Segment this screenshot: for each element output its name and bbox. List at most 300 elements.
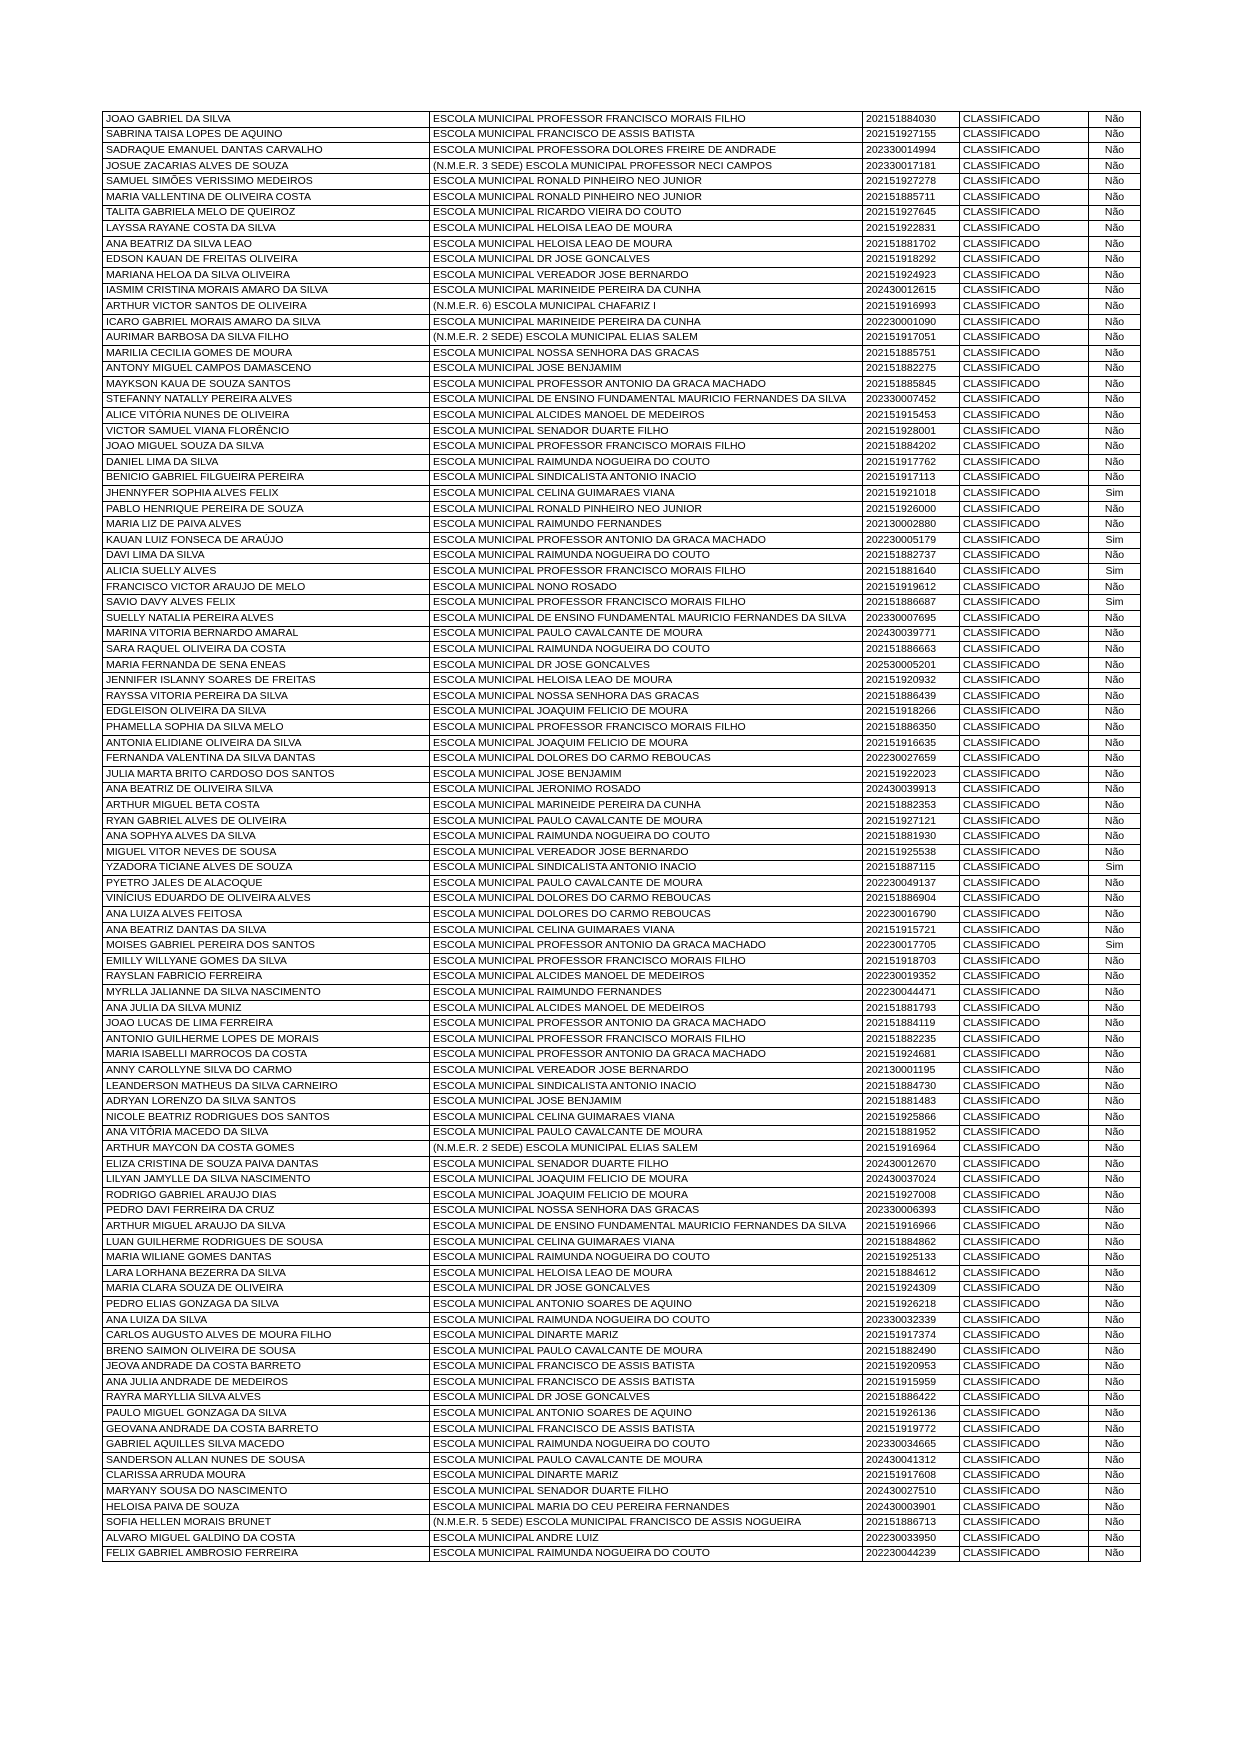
status: CLASSIFICADO: [960, 345, 1089, 361]
table-row: [103, 174, 1141, 190]
status: CLASSIFICADO: [960, 969, 1089, 985]
quota-flag: Não: [1089, 1000, 1141, 1016]
quota-flag: Não: [1089, 377, 1141, 393]
school-name: ESCOLA MUNICIPAL RICARDO VIEIRA DO COUTO: [430, 205, 863, 221]
table-row: [103, 361, 1141, 377]
student-name: ADRYAN LORENZO DA SILVA SANTOS: [103, 1094, 430, 1110]
quota-flag: Não: [1089, 1187, 1141, 1203]
school-name: ESCOLA MUNICIPAL ALCIDES MANOEL DE MEDEIROS: [430, 408, 863, 424]
registration-number: 202151925133: [863, 1250, 960, 1266]
quota-flag: Não: [1089, 626, 1141, 642]
quota-flag: Não: [1089, 1141, 1141, 1157]
student-name: RODRIGO GABRIEL ARAUJO DIAS: [103, 1187, 430, 1203]
school-name: ESCOLA MUNICIPAL DE ENSINO FUNDAMENTAL MAURICIO FERNANDES DA SILVA: [430, 1219, 863, 1235]
registration-number: 202151881930: [863, 829, 960, 845]
school-name: ESCOLA MUNICIPAL RAIMUNDA NOGUEIRA DO COUTO: [430, 1546, 863, 1562]
quota-flag: Não: [1089, 1110, 1141, 1126]
quota-flag: Não: [1089, 1047, 1141, 1063]
quota-flag: Não: [1089, 922, 1141, 938]
table-row: [103, 829, 1141, 845]
registration-number: 202151886422: [863, 1390, 960, 1406]
student-name: MARIANA HELOA DA SILVA OLIVEIRA: [103, 267, 430, 283]
school-name: ESCOLA MUNICIPAL PROFESSORA DOLORES FREIRE DE ANDRADE: [430, 143, 863, 159]
quota-flag: Não: [1089, 798, 1141, 814]
status: CLASSIFICADO: [960, 938, 1089, 954]
student-name: SOFIA HELLEN MORAIS BRUNET: [103, 1515, 430, 1531]
status: CLASSIFICADO: [960, 1328, 1089, 1344]
status: CLASSIFICADO: [960, 688, 1089, 704]
table-row: [103, 221, 1141, 237]
registration-number: 202151916964: [863, 1141, 960, 1157]
student-name: ANA BEATRIZ DANTAS DA SILVA: [103, 922, 430, 938]
table-row: [103, 1219, 1141, 1235]
school-name: ESCOLA MUNICIPAL PAULO CAVALCANTE DE MOURA: [430, 626, 863, 642]
student-name: MARIA LIZ DE PAIVA ALVES: [103, 517, 430, 533]
table-row: [103, 1250, 1141, 1266]
quota-flag: Não: [1089, 704, 1141, 720]
quota-flag: Não: [1089, 236, 1141, 252]
quota-flag: Não: [1089, 1032, 1141, 1048]
quota-flag: Sim: [1089, 938, 1141, 954]
quota-flag: Não: [1089, 174, 1141, 190]
status: CLASSIFICADO: [960, 720, 1089, 736]
student-name: RYAN GABRIEL ALVES DE OLIVEIRA: [103, 813, 430, 829]
registration-number: 202430039771: [863, 626, 960, 642]
registration-number: 202151915453: [863, 408, 960, 424]
quota-flag: Não: [1089, 299, 1141, 315]
school-name: ESCOLA MUNICIPAL ALCIDES MANOEL DE MEDEIROS: [430, 969, 863, 985]
table-row: [103, 985, 1141, 1001]
school-name: ESCOLA MUNICIPAL MARINEIDE PEREIRA DA CUNHA: [430, 798, 863, 814]
registration-number: 202151928001: [863, 423, 960, 439]
table-row: [103, 1110, 1141, 1126]
school-name: ESCOLA MUNICIPAL DINARTE MARIZ: [430, 1468, 863, 1484]
table-row: [103, 1047, 1141, 1063]
quota-flag: Não: [1089, 1297, 1141, 1313]
student-name: ICARO GABRIEL MORAIS AMARO DA SILVA: [103, 314, 430, 330]
registration-number: 202330007695: [863, 611, 960, 627]
quota-flag: Não: [1089, 985, 1141, 1001]
student-name: MARILIA CECILIA GOMES DE MOURA: [103, 345, 430, 361]
school-name: ESCOLA MUNICIPAL RAIMUNDO FERNANDES: [430, 517, 863, 533]
school-name: (N.M.E.R. 2 SEDE) ESCOLA MUNICIPAL ELIAS SALEM: [430, 330, 863, 346]
student-name: LEANDERSON MATHEUS DA SILVA CARNEIRO: [103, 1078, 430, 1094]
student-name: ANTONY MIGUEL CAMPOS DAMASCENO: [103, 361, 430, 377]
registration-number: 202151882353: [863, 798, 960, 814]
table-row: [103, 891, 1141, 907]
table-row: [103, 127, 1141, 143]
school-name: ESCOLA MUNICIPAL RAIMUNDA NOGUEIRA DO COUTO: [430, 1250, 863, 1266]
status: CLASSIFICADO: [960, 1265, 1089, 1281]
student-name: IASMIM CRISTINA MORAIS AMARO DA SILVA: [103, 283, 430, 299]
student-name: ARTHUR MAYCON DA COSTA GOMES: [103, 1141, 430, 1157]
status: CLASSIFICADO: [960, 252, 1089, 268]
status: CLASSIFICADO: [960, 579, 1089, 595]
table-row: [103, 330, 1141, 346]
school-name: ESCOLA MUNICIPAL SENADOR DUARTE FILHO: [430, 1484, 863, 1500]
table-row: [103, 938, 1141, 954]
table-row: [103, 876, 1141, 892]
school-name: ESCOLA MUNICIPAL ANTONIO SOARES DE AQUINO: [430, 1297, 863, 1313]
status: CLASSIFICADO: [960, 1172, 1089, 1188]
school-name: ESCOLA MUNICIPAL CELINA GUIMARAES VIANA: [430, 922, 863, 938]
student-name: MARIA CLARA SOUZA DE OLIVEIRA: [103, 1281, 430, 1297]
status: CLASSIFICADO: [960, 1312, 1089, 1328]
registration-number: 202151884862: [863, 1234, 960, 1250]
table-row: [103, 1546, 1141, 1562]
student-name: MARINA VITORIA BERNARDO AMARAL: [103, 626, 430, 642]
school-name: ESCOLA MUNICIPAL JOAQUIM FELICIO DE MOURA: [430, 1172, 863, 1188]
school-name: ESCOLA MUNICIPAL CELINA GUIMARAES VIANA: [430, 1234, 863, 1250]
registration-number: 202230019352: [863, 969, 960, 985]
status: CLASSIFICADO: [960, 766, 1089, 782]
school-name: ESCOLA MUNICIPAL RAIMUNDA NOGUEIRA DO COUTO: [430, 1437, 863, 1453]
status: CLASSIFICADO: [960, 1297, 1089, 1313]
table-row: [103, 112, 1141, 128]
school-name: ESCOLA MUNICIPAL DE ENSINO FUNDAMENTAL MAURICIO FERNANDES DA SILVA: [430, 392, 863, 408]
school-name: ESCOLA MUNICIPAL CELINA GUIMARAES VIANA: [430, 486, 863, 502]
school-name: ESCOLA MUNICIPAL RAIMUNDA NOGUEIRA DO COUTO: [430, 548, 863, 564]
quota-flag: Não: [1089, 408, 1141, 424]
table-row: [103, 1343, 1141, 1359]
table-row: [103, 267, 1141, 283]
school-name: ESCOLA MUNICIPAL ANDRE LUIZ: [430, 1531, 863, 1547]
school-name: ESCOLA MUNICIPAL PAULO CAVALCANTE DE MOURA: [430, 813, 863, 829]
student-name: MAYKSON KAUA DE SOUZA SANTOS: [103, 377, 430, 393]
status: CLASSIFICADO: [960, 1000, 1089, 1016]
quota-flag: Não: [1089, 1312, 1141, 1328]
table-row: [103, 954, 1141, 970]
student-name: JOSUE ZACARIAS ALVES DE SOUZA: [103, 158, 430, 174]
student-name: SAMUEL SIMÕES VERISSIMO MEDEIROS: [103, 174, 430, 190]
status: CLASSIFICADO: [960, 408, 1089, 424]
status: CLASSIFICADO: [960, 735, 1089, 751]
table-row: [103, 1421, 1141, 1437]
registration-number: 202151881952: [863, 1125, 960, 1141]
student-name: ARTHUR MIGUEL BETA COSTA: [103, 798, 430, 814]
table-row: [103, 844, 1141, 860]
registration-number: 202230001090: [863, 314, 960, 330]
status: CLASSIFICADO: [960, 1063, 1089, 1079]
quota-flag: Não: [1089, 954, 1141, 970]
status: CLASSIFICADO: [960, 533, 1089, 549]
student-name: PAULO MIGUEL GONZAGA DA SILVA: [103, 1406, 430, 1422]
registration-number: 202151924681: [863, 1047, 960, 1063]
quota-flag: Não: [1089, 720, 1141, 736]
status: CLASSIFICADO: [960, 1047, 1089, 1063]
school-name: ESCOLA MUNICIPAL PROFESSOR FRANCISCO MORAIS FILHO: [430, 1032, 863, 1048]
table-row: [103, 1515, 1141, 1531]
school-name: ESCOLA MUNICIPAL JOSE BENJAMIM: [430, 361, 863, 377]
school-name: ESCOLA MUNICIPAL DR JOSE GONCALVES: [430, 657, 863, 673]
student-name: EDGLEISON OLIVEIRA DA SILVA: [103, 704, 430, 720]
student-name: ANA JULIA ANDRADE DE MEDEIROS: [103, 1375, 430, 1391]
student-name: VINÍCIUS EDUARDO DE OLIVEIRA ALVES: [103, 891, 430, 907]
registration-number: 202230017705: [863, 938, 960, 954]
school-name: ESCOLA MUNICIPAL DOLORES DO CARMO REBOUCAS: [430, 907, 863, 923]
quota-flag: Sim: [1089, 486, 1141, 502]
school-name: ESCOLA MUNICIPAL PROFESSOR FRANCISCO MORAIS FILHO: [430, 595, 863, 611]
quota-flag: Não: [1089, 1406, 1141, 1422]
status: CLASSIFICADO: [960, 985, 1089, 1001]
status: CLASSIFICADO: [960, 127, 1089, 143]
school-name: ESCOLA MUNICIPAL DR JOSE GONCALVES: [430, 1390, 863, 1406]
registration-number: 202151915721: [863, 922, 960, 938]
table-row: [103, 1328, 1141, 1344]
school-name: ESCOLA MUNICIPAL PAULO CAVALCANTE DE MOURA: [430, 1125, 863, 1141]
quota-flag: Não: [1089, 1234, 1141, 1250]
table-row: [103, 377, 1141, 393]
quota-flag: Não: [1089, 205, 1141, 221]
quota-flag: Não: [1089, 455, 1141, 471]
school-name: ESCOLA MUNICIPAL RAIMUNDA NOGUEIRA DO COUTO: [430, 642, 863, 658]
school-name: ESCOLA MUNICIPAL PROFESSOR ANTONIO DA GRACA MACHADO: [430, 1016, 863, 1032]
registration-number: 202330014994: [863, 143, 960, 159]
quota-flag: Não: [1089, 829, 1141, 845]
registration-number: 202151916966: [863, 1219, 960, 1235]
status: CLASSIFICADO: [960, 798, 1089, 814]
student-name: MARIA FERNANDA DE SENA ENEAS: [103, 657, 430, 673]
status: CLASSIFICADO: [960, 1156, 1089, 1172]
registration-number: 202330032339: [863, 1312, 960, 1328]
table-row: [103, 688, 1141, 704]
registration-number: 202151881702: [863, 236, 960, 252]
table-row: [103, 299, 1141, 315]
school-name: ESCOLA MUNICIPAL PAULO CAVALCANTE DE MOURA: [430, 876, 863, 892]
registration-number: 202151926218: [863, 1297, 960, 1313]
results-table: [102, 111, 1141, 1562]
registration-number: 202151922023: [863, 766, 960, 782]
quota-flag: Não: [1089, 1453, 1141, 1469]
student-name: SUELLY NATALIA PEREIRA ALVES: [103, 611, 430, 627]
table-row: [103, 579, 1141, 595]
student-name: PEDRO ELIAS GONZAGA DA SILVA: [103, 1297, 430, 1313]
quota-flag: Não: [1089, 252, 1141, 268]
school-name: ESCOLA MUNICIPAL FRANCISCO DE ASSIS BATISTA: [430, 1359, 863, 1375]
registration-number: 202151881793: [863, 1000, 960, 1016]
status: CLASSIFICADO: [960, 922, 1089, 938]
student-name: AURIMAR BARBOSA DA SILVA FILHO: [103, 330, 430, 346]
status: CLASSIFICADO: [960, 876, 1089, 892]
student-name: ARTHUR VICTOR SANTOS DE OLIVEIRA: [103, 299, 430, 315]
status: CLASSIFICADO: [960, 1281, 1089, 1297]
registration-number: 202430039913: [863, 782, 960, 798]
quota-flag: Não: [1089, 1546, 1141, 1562]
student-name: MIGUEL VITOR NEVES DE SOUSA: [103, 844, 430, 860]
table-row: [103, 1359, 1141, 1375]
school-name: ESCOLA MUNICIPAL NOSSA SENHORA DAS GRACAS: [430, 688, 863, 704]
table-row: [103, 252, 1141, 268]
school-name: ESCOLA MUNICIPAL VEREADOR JOSE BERNARDO: [430, 267, 863, 283]
quota-flag: Não: [1089, 735, 1141, 751]
registration-number: 202151925866: [863, 1110, 960, 1126]
student-name: NICOLE BEATRIZ RODRIGUES DOS SANTOS: [103, 1110, 430, 1126]
table-row: [103, 1297, 1141, 1313]
registration-number: 202151916635: [863, 735, 960, 751]
school-name: ESCOLA MUNICIPAL RONALD PINHEIRO NEO JUNIOR: [430, 174, 863, 190]
status: CLASSIFICADO: [960, 1359, 1089, 1375]
quota-flag: Não: [1089, 1499, 1141, 1515]
student-name: ALICE VITÓRIA NUNES DE OLIVEIRA: [103, 408, 430, 424]
quota-flag: Não: [1089, 158, 1141, 174]
registration-number: 202151885751: [863, 345, 960, 361]
status: CLASSIFICADO: [960, 1343, 1089, 1359]
registration-number: 202151927121: [863, 813, 960, 829]
school-name: ESCOLA MUNICIPAL HELOISA LEAO DE MOURA: [430, 236, 863, 252]
status: CLASSIFICADO: [960, 860, 1089, 876]
registration-number: 202430012615: [863, 283, 960, 299]
quota-flag: Não: [1089, 813, 1141, 829]
quota-flag: Não: [1089, 127, 1141, 143]
school-name: ESCOLA MUNICIPAL PROFESSOR FRANCISCO MORAIS FILHO: [430, 564, 863, 580]
table-row: [103, 236, 1141, 252]
status: CLASSIFICADO: [960, 299, 1089, 315]
registration-number: 202330034665: [863, 1437, 960, 1453]
student-name: ANTONIA ELIDIANE OLIVEIRA DA SILVA: [103, 735, 430, 751]
table-row: [103, 486, 1141, 502]
table-row: [103, 1203, 1141, 1219]
registration-number: 202151918292: [863, 252, 960, 268]
table-row: [103, 158, 1141, 174]
student-name: BENICIO GABRIEL FILGUEIRA PEREIRA: [103, 470, 430, 486]
student-name: VICTOR SAMUEL VIANA FLORÊNCIO: [103, 423, 430, 439]
registration-number: 202151917762: [863, 455, 960, 471]
student-name: LAYSSA RAYANE COSTA DA SILVA: [103, 221, 430, 237]
table-row: [103, 189, 1141, 205]
school-name: ESCOLA MUNICIPAL PROFESSOR ANTONIO DA GRACA MACHADO: [430, 377, 863, 393]
table-row: [103, 735, 1141, 751]
registration-number: 202151884202: [863, 439, 960, 455]
school-name: ESCOLA MUNICIPAL JOAQUIM FELICIO DE MOURA: [430, 1187, 863, 1203]
school-name: ESCOLA MUNICIPAL PROFESSOR ANTONIO DA GRACA MACHADO: [430, 938, 863, 954]
table-row: [103, 533, 1141, 549]
school-name: ESCOLA MUNICIPAL VEREADOR JOSE BERNARDO: [430, 844, 863, 860]
table-row: [103, 392, 1141, 408]
registration-number: 202151927155: [863, 127, 960, 143]
registration-number: 202151927008: [863, 1187, 960, 1203]
registration-number: 202530005201: [863, 657, 960, 673]
status: CLASSIFICADO: [960, 1234, 1089, 1250]
registration-number: 202151916993: [863, 299, 960, 315]
status: CLASSIFICADO: [960, 751, 1089, 767]
registration-number: 202151926136: [863, 1406, 960, 1422]
registration-number: 202330017181: [863, 158, 960, 174]
student-name: DAVI LIMA DA SILVA: [103, 548, 430, 564]
school-name: ESCOLA MUNICIPAL RAIMUNDA NOGUEIRA DO COUTO: [430, 455, 863, 471]
school-name: ESCOLA MUNICIPAL DR JOSE GONCALVES: [430, 1281, 863, 1297]
quota-flag: Sim: [1089, 595, 1141, 611]
table-row: [103, 1406, 1141, 1422]
registration-number: 202151885711: [863, 189, 960, 205]
registration-number: 202330006393: [863, 1203, 960, 1219]
school-name: ESCOLA MUNICIPAL SINDICALISTA ANTONIO INACIO: [430, 470, 863, 486]
student-name: JOAO MIGUEL SOUZA DA SILVA: [103, 439, 430, 455]
status: CLASSIFICADO: [960, 813, 1089, 829]
table-row: [103, 1016, 1141, 1032]
student-name: DANIEL LIMA DA SILVA: [103, 455, 430, 471]
school-name: ESCOLA MUNICIPAL NOSSA SENHORA DAS GRACAS: [430, 345, 863, 361]
table-row: [103, 408, 1141, 424]
quota-flag: Não: [1089, 1390, 1141, 1406]
status: CLASSIFICADO: [960, 501, 1089, 517]
quota-flag: Não: [1089, 143, 1141, 159]
registration-number: 202151884730: [863, 1078, 960, 1094]
table-row: [103, 1281, 1141, 1297]
student-name: BRENO SAIMON OLIVEIRA DE SOUSA: [103, 1343, 430, 1359]
school-name: (N.M.E.R. 6) ESCOLA MUNICIPAL CHAFARIZ I: [430, 299, 863, 315]
school-name: ESCOLA MUNICIPAL SINDICALISTA ANTONIO INACIO: [430, 1078, 863, 1094]
registration-number: 202151882490: [863, 1343, 960, 1359]
table-row: [103, 501, 1141, 517]
student-name: ELIZA CRISTINA DE SOUZA PAIVA DANTAS: [103, 1156, 430, 1172]
school-name: ESCOLA MUNICIPAL JOAQUIM FELICIO DE MOURA: [430, 704, 863, 720]
status: CLASSIFICADO: [960, 548, 1089, 564]
status: CLASSIFICADO: [960, 891, 1089, 907]
student-name: ANA BEATRIZ DE OLIVEIRA SILVA: [103, 782, 430, 798]
student-name: LUAN GUILHERME RODRIGUES DE SOUSA: [103, 1234, 430, 1250]
table-row: [103, 751, 1141, 767]
table-row: [103, 1063, 1141, 1079]
status: CLASSIFICADO: [960, 673, 1089, 689]
status: CLASSIFICADO: [960, 1390, 1089, 1406]
school-name: ESCOLA MUNICIPAL HELOISA LEAO DE MOURA: [430, 673, 863, 689]
registration-number: 202151919612: [863, 579, 960, 595]
table-row: [103, 798, 1141, 814]
quota-flag: Não: [1089, 1219, 1141, 1235]
school-name: ESCOLA MUNICIPAL FRANCISCO DE ASSIS BATISTA: [430, 1421, 863, 1437]
table-row: [103, 720, 1141, 736]
quota-flag: Não: [1089, 314, 1141, 330]
quota-flag: Não: [1089, 1125, 1141, 1141]
status: CLASSIFICADO: [960, 1406, 1089, 1422]
registration-number: 202230027659: [863, 751, 960, 767]
table-row: [103, 423, 1141, 439]
student-name: ANA JULIA DA SILVA MUNIZ: [103, 1000, 430, 1016]
school-name: ESCOLA MUNICIPAL RAIMUNDA NOGUEIRA DO COUTO: [430, 1312, 863, 1328]
school-name: ESCOLA MUNICIPAL SENADOR DUARTE FILHO: [430, 1156, 863, 1172]
status: CLASSIFICADO: [960, 439, 1089, 455]
registration-number: 202151886904: [863, 891, 960, 907]
table-row: [103, 860, 1141, 876]
student-name: JULIA MARTA BRITO CARDOSO DOS SANTOS: [103, 766, 430, 782]
school-name: ESCOLA MUNICIPAL JOSE BENJAMIM: [430, 1094, 863, 1110]
quota-flag: Não: [1089, 267, 1141, 283]
table-row: [103, 1141, 1141, 1157]
quota-flag: Não: [1089, 1437, 1141, 1453]
table-row: [103, 564, 1141, 580]
student-name: FERNANDA VALENTINA DA SILVA DANTAS: [103, 751, 430, 767]
student-name: SANDERSON ALLAN NUNES DE SOUSA: [103, 1453, 430, 1469]
quota-flag: Não: [1089, 1421, 1141, 1437]
student-name: JOAO GABRIEL DA SILVA: [103, 112, 430, 128]
status: CLASSIFICADO: [960, 782, 1089, 798]
registration-number: 202151919772: [863, 1421, 960, 1437]
status: CLASSIFICADO: [960, 1187, 1089, 1203]
school-name: ESCOLA MUNICIPAL JOAQUIM FELICIO DE MOURA: [430, 735, 863, 751]
status: CLASSIFICADO: [960, 423, 1089, 439]
quota-flag: Não: [1089, 766, 1141, 782]
quota-flag: Não: [1089, 1094, 1141, 1110]
registration-number: 202151885845: [863, 377, 960, 393]
table-row: [103, 517, 1141, 533]
table-row: [103, 1453, 1141, 1469]
status: CLASSIFICADO: [960, 143, 1089, 159]
status: CLASSIFICADO: [960, 1375, 1089, 1391]
registration-number: 202151884612: [863, 1265, 960, 1281]
student-name: FRANCISCO VICTOR ARAUJO DE MELO: [103, 579, 430, 595]
status: CLASSIFICADO: [960, 1032, 1089, 1048]
registration-number: 202230033950: [863, 1531, 960, 1547]
